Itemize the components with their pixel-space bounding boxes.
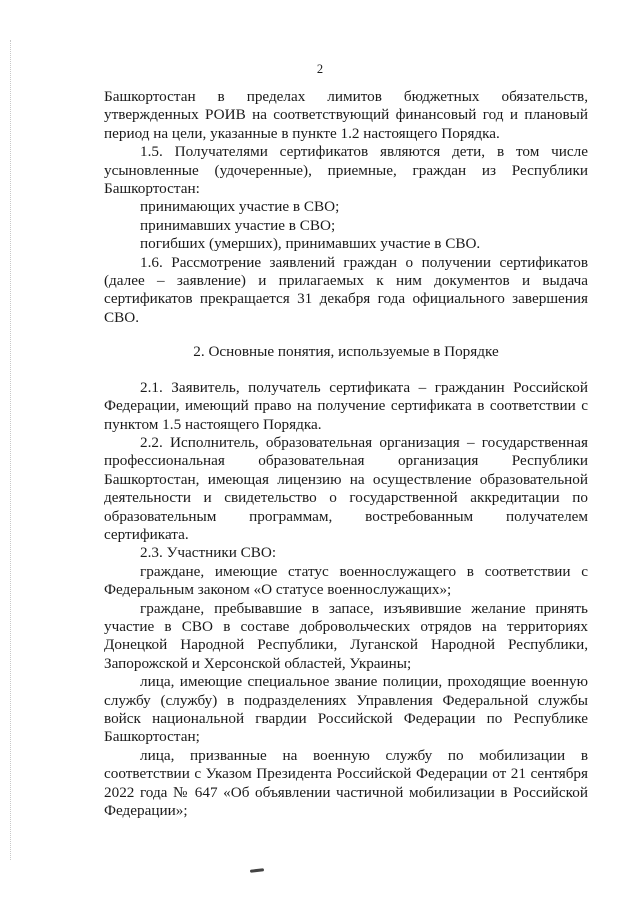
participant-category: лица, призванные на военную службу по мобилизации в соответствии с Указом Президента Российской Федерации от 21 сентября 2022 года № 647 «Об объявлении частичной мобилизации в Российской Федерации»; xyxy=(104,746,588,820)
section-heading: 2. Основные понятия, используемые в Порядке xyxy=(193,343,499,361)
participant-category: лица, имеющие специальное звание полиции, проходящие военную службу (службу) в подразделениях Управления Федеральной службы войск национальной гвардии Российской Федерации по Республике Башкортостан; xyxy=(104,673,588,746)
participant-category: граждане, имеющие статус военнослужащего в соответствии с Федеральным законом «О статусе военнослужащих»; xyxy=(104,562,588,599)
document-body xyxy=(104,88,588,820)
list-item: принимавших участие в СВО; xyxy=(140,216,336,234)
list-item: погибших (умерших), принимавших участие в СВО. xyxy=(140,235,481,253)
paragraph-2-2: 2.2. Исполнитель, образовательная организация – государственная профессиональная образовательная организация Республики Башкортостан, имеющая лицензию на осуществление образовательной деятельности и свидетельство о государственной аккредитации по образовательным программам, востребованным получателем сертификата. xyxy=(104,433,588,543)
scan-artifact-mark xyxy=(250,868,264,872)
paragraph-2-1: 2.1. Заявитель, получатель сертификата – гражданин Российской Федерации, имеющий право на получение сертификата в соответствии с пунктом 1.5 настоящего Порядка. xyxy=(104,378,588,433)
paragraph-continuation: Башкортостан в пределах лимитов бюджетных обязательств, утвержденных РОИВ на соответствующий финансовый год и плановый период на цели, указанные в пункте 1.2 настоящего Порядка. xyxy=(104,88,588,142)
scan-edge-line xyxy=(10,40,12,860)
page-number: 2 xyxy=(316,62,324,76)
paragraph-2-3: 2.3. Участники СВО: xyxy=(140,544,277,562)
list-item: принимающих участие в СВО; xyxy=(140,198,340,216)
participant-category: граждане, пребывавшие в запасе, изъявившие желание принять участие в СВО в составе добровольческих отрядов на территориях Донецкой Народной Республики, Луганской Народной Республики, Запорожской и Херсонской областей, Украины; xyxy=(104,599,588,672)
paragraph-1-5: 1.5. Получателями сертификатов являются дети, в том числе усыновленные (удочеренные), приемные, граждан из Республики Башкортостан: xyxy=(104,143,588,198)
paragraph-1-6: 1.6. Рассмотрение заявлений граждан о получении сертификатов (далее – заявление) и прилагаемых к ним документов и выдача сертификатов прекращается 31 декабря года официального завершения СВО. xyxy=(104,253,588,326)
